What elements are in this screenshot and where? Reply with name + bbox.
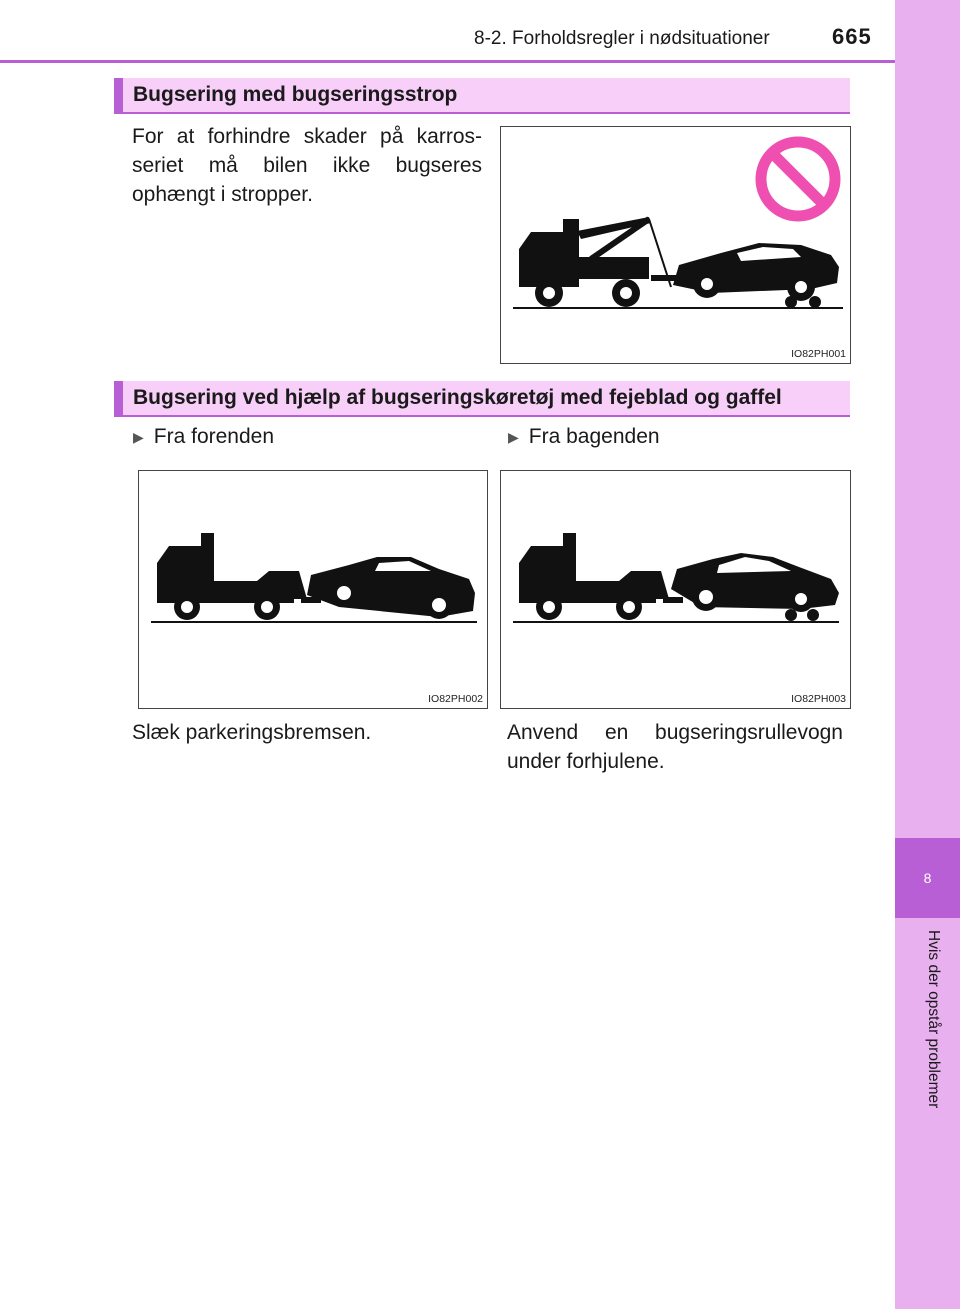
towed-car-icon (307, 557, 475, 619)
figure-strap-towing (500, 126, 851, 364)
figure-tow-from-front (138, 470, 488, 709)
bullet-from-rear (508, 425, 660, 449)
figure-tow-from-rear (500, 470, 851, 709)
header-divider (0, 60, 895, 63)
strap-towing-illustration (501, 127, 850, 363)
chapter-number-tab[interactable]: 8 (895, 838, 960, 918)
prohibition-icon (761, 142, 835, 216)
tow-truck-icon (519, 533, 683, 620)
triangle-bullet-icon: ▶ (508, 428, 519, 445)
rear-towing-caption: Anvend en bugseringsrullevogn under forhjulene. (507, 721, 843, 773)
figure-code: IO82PH002 (428, 693, 483, 705)
strap-warning-text: For at forhindre skader på karros-seriet må bilen ikke bugseres ophængt i stropper. (132, 125, 482, 206)
bullet-from-front (133, 425, 274, 449)
bullet-label: Fra forenden (153, 425, 275, 448)
figure-code: IO82PH001 (791, 348, 846, 360)
towed-car-icon (673, 243, 839, 308)
front-towing-caption: Slæk parkeringsbremsen. (132, 721, 372, 744)
page-number: 665 (832, 24, 872, 49)
rear-towing-illustration (501, 471, 850, 708)
section-title: 8-2. Forholdsregler i nødsituationer (474, 28, 770, 49)
triangle-bullet-icon: ▶ (133, 428, 144, 445)
section-heading-wheel-lift-towing: Bugsering ved hjælp af bugseringskøretøj med fejeblad og gaffel (114, 381, 850, 417)
bullet-label: Fra bagenden (528, 425, 660, 448)
tow-truck-icon (157, 533, 321, 620)
front-towing-illustration (139, 471, 487, 708)
tow-truck-icon (519, 217, 681, 307)
section-heading-strap-towing: Bugsering med bugseringsstrop (114, 78, 850, 114)
figure-code: IO82PH003 (791, 693, 846, 705)
chapter-title: Hvis der opstår problemer (925, 930, 942, 1109)
towed-car-icon (671, 553, 839, 621)
